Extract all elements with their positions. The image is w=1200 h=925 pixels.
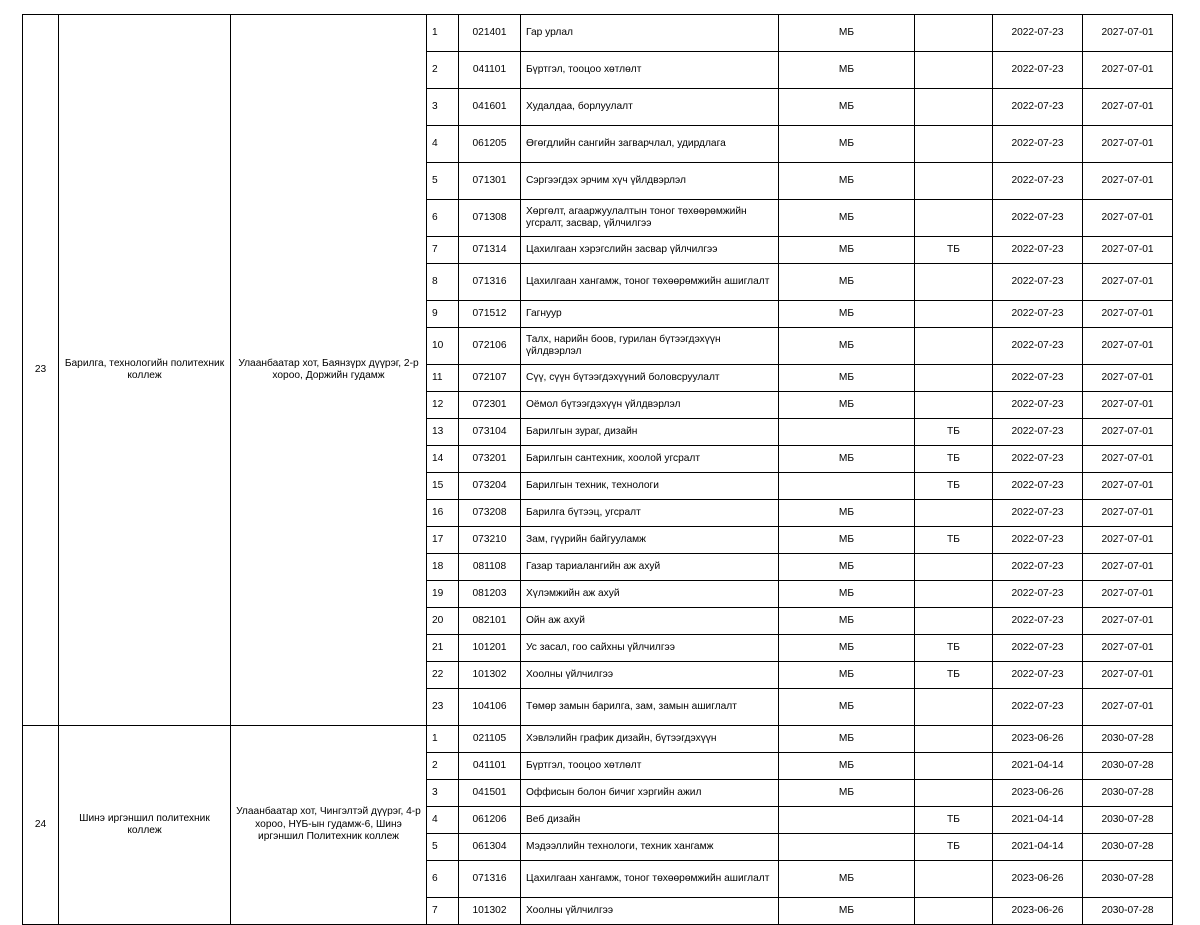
cell-tb-flag — [915, 52, 993, 89]
cell-profession-code: 061206 — [459, 807, 521, 834]
cell-profession-name: Барилгын сантехник, хоолой угсралт — [521, 446, 779, 473]
cell-row-index: 8 — [427, 264, 459, 301]
cell-end-date: 2027-07-01 — [1083, 15, 1173, 52]
cell-start-date: 2022-07-23 — [993, 89, 1083, 126]
cell-profession-name: Веб дизайн — [521, 807, 779, 834]
cell-row-index: 4 — [427, 807, 459, 834]
cell-tb-flag — [915, 328, 993, 365]
cell-mb-flag: МБ — [779, 89, 915, 126]
cell-start-date: 2022-07-23 — [993, 301, 1083, 328]
cell-start-date: 2022-07-23 — [993, 554, 1083, 581]
cell-start-date: 2022-07-23 — [993, 473, 1083, 500]
cell-profession-name: Төмөр замын барилга, зам, замын ашиглалт — [521, 689, 779, 726]
cell-profession-code: 073208 — [459, 500, 521, 527]
cell-profession-name: Хүлэмжийн аж ахуй — [521, 581, 779, 608]
cell-mb-flag: МБ — [779, 392, 915, 419]
cell-tb-flag — [915, 500, 993, 527]
cell-end-date: 2027-07-01 — [1083, 473, 1173, 500]
cell-tb-flag: ТБ — [915, 446, 993, 473]
cell-profession-code: 071316 — [459, 264, 521, 301]
cell-profession-name: Гагнуур — [521, 301, 779, 328]
cell-tb-flag — [915, 15, 993, 52]
cell-mb-flag — [779, 473, 915, 500]
cell-row-index: 17 — [427, 527, 459, 554]
cell-start-date: 2023-06-26 — [993, 898, 1083, 925]
cell-start-date: 2022-07-23 — [993, 52, 1083, 89]
cell-end-date: 2027-07-01 — [1083, 301, 1173, 328]
cell-profession-name: Талх, нарийн боов, гурилан бүтээгдэхүүн үйлдвэрлэл — [521, 328, 779, 365]
cell-profession-code: 072107 — [459, 365, 521, 392]
cell-mb-flag: МБ — [779, 237, 915, 264]
cell-end-date: 2027-07-01 — [1083, 500, 1173, 527]
cell-profession-name: Хоолны үйлчилгээ — [521, 662, 779, 689]
cell-profession-code: 073104 — [459, 419, 521, 446]
cell-mb-flag — [779, 807, 915, 834]
cell-profession-code: 101302 — [459, 898, 521, 925]
cell-profession-code: 061205 — [459, 126, 521, 163]
cell-end-date: 2027-07-01 — [1083, 365, 1173, 392]
cell-profession-name: Худалдаа, борлуулалт — [521, 89, 779, 126]
cell-end-date: 2027-07-01 — [1083, 52, 1173, 89]
cell-profession-name: Оффисын болон бичиг хэргийн ажил — [521, 780, 779, 807]
cell-profession-code: 072301 — [459, 392, 521, 419]
cell-row-index: 11 — [427, 365, 459, 392]
cell-start-date: 2021-04-14 — [993, 753, 1083, 780]
cell-end-date: 2027-07-01 — [1083, 635, 1173, 662]
cell-row-index: 5 — [427, 163, 459, 200]
cell-start-date: 2022-07-23 — [993, 328, 1083, 365]
cell-profession-name: Хоолны үйлчилгээ — [521, 898, 779, 925]
cell-tb-flag: ТБ — [915, 473, 993, 500]
cell-start-date: 2022-07-23 — [993, 126, 1083, 163]
cell-mb-flag: МБ — [779, 662, 915, 689]
cell-mb-flag: МБ — [779, 163, 915, 200]
cell-start-date: 2022-07-23 — [993, 264, 1083, 301]
cell-start-date: 2021-04-14 — [993, 834, 1083, 861]
cell-profession-name: Бүртгэл, тооцоо хөтлөлт — [521, 753, 779, 780]
cell-profession-name: Сүү, сүүн бүтээгдэхүүний боловсруулалт — [521, 365, 779, 392]
cell-row-index: 20 — [427, 608, 459, 635]
cell-profession-name: Ус засал, гоо сайхны үйлчилгээ — [521, 635, 779, 662]
cell-profession-name: Гар урлал — [521, 15, 779, 52]
cell-tb-flag: ТБ — [915, 635, 993, 662]
cell-tb-flag — [915, 89, 993, 126]
cell-tb-flag: ТБ — [915, 419, 993, 446]
cell-profession-code: 041601 — [459, 89, 521, 126]
cell-tb-flag — [915, 898, 993, 925]
cell-profession-code: 073204 — [459, 473, 521, 500]
cell-end-date: 2027-07-01 — [1083, 419, 1173, 446]
cell-row-index: 10 — [427, 328, 459, 365]
cell-profession-code: 041501 — [459, 780, 521, 807]
cell-mb-flag: МБ — [779, 608, 915, 635]
cell-profession-code: 071316 — [459, 861, 521, 898]
cell-mb-flag: МБ — [779, 264, 915, 301]
cell-end-date: 2027-07-01 — [1083, 264, 1173, 301]
table-row — [23, 15, 1173, 52]
cell-profession-code: 082101 — [459, 608, 521, 635]
cell-end-date: 2027-07-01 — [1083, 608, 1173, 635]
cell-tb-flag: ТБ — [915, 237, 993, 264]
cell-profession-code: 101302 — [459, 662, 521, 689]
cell-end-date: 2027-07-01 — [1083, 89, 1173, 126]
cell-tb-flag — [915, 200, 993, 237]
cell-end-date: 2027-07-01 — [1083, 662, 1173, 689]
cell-start-date: 2022-07-23 — [993, 500, 1083, 527]
cell-end-date: 2027-07-01 — [1083, 581, 1173, 608]
cell-profession-name: Бүртгэл, тооцоо хөтлөлт — [521, 52, 779, 89]
cell-tb-flag — [915, 726, 993, 753]
cell-profession-name: Хөргөлт, агааржуулалтын тоног төхөөрөмжийн угсралт, засвар, үйлчилгээ — [521, 200, 779, 237]
cell-profession-name: Цахилгаан хангамж, тоног төхөөрөмжийн ашиглалт — [521, 264, 779, 301]
cell-row-index: 13 — [427, 419, 459, 446]
cell-row-index: 19 — [427, 581, 459, 608]
cell-tb-flag — [915, 264, 993, 301]
cell-profession-code: 071301 — [459, 163, 521, 200]
cell-tb-flag — [915, 581, 993, 608]
cell-start-date: 2022-07-23 — [993, 527, 1083, 554]
cell-end-date: 2030-07-28 — [1083, 726, 1173, 753]
cell-mb-flag: МБ — [779, 780, 915, 807]
cell-mb-flag: МБ — [779, 15, 915, 52]
cell-end-date: 2027-07-01 — [1083, 126, 1173, 163]
cell-end-date: 2030-07-28 — [1083, 807, 1173, 834]
cell-end-date: 2027-07-01 — [1083, 689, 1173, 726]
cell-row-index: 3 — [427, 780, 459, 807]
cell-end-date: 2030-07-28 — [1083, 834, 1173, 861]
cell-end-date: 2027-07-01 — [1083, 554, 1173, 581]
cell-row-index: 21 — [427, 635, 459, 662]
cell-profession-name: Ойн аж ахуй — [521, 608, 779, 635]
cell-tb-flag — [915, 608, 993, 635]
cell-row-index: 1 — [427, 15, 459, 52]
cell-profession-code: 071512 — [459, 301, 521, 328]
cell-start-date: 2022-07-23 — [993, 581, 1083, 608]
cell-tb-flag: ТБ — [915, 527, 993, 554]
cell-profession-code: 073201 — [459, 446, 521, 473]
cell-profession-name: Цахилгаан хангамж, тоног төхөөрөмжийн ашиглалт — [521, 861, 779, 898]
cell-tb-flag: ТБ — [915, 807, 993, 834]
cell-mb-flag — [779, 834, 915, 861]
cell-end-date: 2030-07-28 — [1083, 753, 1173, 780]
cell-profession-name: Сэргээгдэх эрчим хүч үйлдвэрлэл — [521, 163, 779, 200]
cell-row-index: 22 — [427, 662, 459, 689]
cell-row-index: 9 — [427, 301, 459, 328]
cell-mb-flag: МБ — [779, 527, 915, 554]
cell-profession-name: Зам, гүүрийн байгууламж — [521, 527, 779, 554]
cell-end-date: 2027-07-01 — [1083, 527, 1173, 554]
cell-tb-flag — [915, 753, 993, 780]
cell-end-date: 2027-07-01 — [1083, 328, 1173, 365]
cell-organization-name: Барилга, технологийн политехник коллеж — [59, 15, 231, 726]
registry-table-body — [23, 15, 1173, 925]
cell-profession-name: Өгөгдлийн сангийн загварчлал, удирдлага — [521, 126, 779, 163]
cell-profession-code: 072106 — [459, 328, 521, 365]
cell-mb-flag: МБ — [779, 554, 915, 581]
cell-address: Улаанбаатар хот, Баянзүрх дүүрэг, 2-р хороо, Доржийн гудамж — [231, 15, 427, 726]
cell-end-date: 2027-07-01 — [1083, 163, 1173, 200]
cell-start-date: 2022-07-23 — [993, 163, 1083, 200]
cell-group-number: 24 — [23, 726, 59, 925]
cell-profession-name: Барилгын техник, технологи — [521, 473, 779, 500]
cell-tb-flag — [915, 689, 993, 726]
cell-profession-code: 081108 — [459, 554, 521, 581]
cell-start-date: 2022-07-23 — [993, 365, 1083, 392]
cell-start-date: 2023-06-26 — [993, 861, 1083, 898]
cell-profession-code: 073210 — [459, 527, 521, 554]
cell-row-index: 15 — [427, 473, 459, 500]
cell-tb-flag — [915, 861, 993, 898]
cell-mb-flag: МБ — [779, 52, 915, 89]
cell-tb-flag — [915, 780, 993, 807]
cell-end-date: 2027-07-01 — [1083, 237, 1173, 264]
cell-profession-name: Хэвлэлийн график дизайн, бүтээгдэхүүн — [521, 726, 779, 753]
cell-start-date: 2023-06-26 — [993, 726, 1083, 753]
cell-row-index: 4 — [427, 126, 459, 163]
cell-tb-flag — [915, 301, 993, 328]
cell-mb-flag: МБ — [779, 898, 915, 925]
cell-row-index: 2 — [427, 753, 459, 780]
cell-tb-flag — [915, 126, 993, 163]
cell-row-index: 5 — [427, 834, 459, 861]
cell-profession-code: 041101 — [459, 753, 521, 780]
cell-profession-name: Цахилгаан хэрэгслийн засвар үйлчилгээ — [521, 237, 779, 264]
cell-profession-name: Барилгын зураг, дизайн — [521, 419, 779, 446]
cell-tb-flag: ТБ — [915, 662, 993, 689]
cell-row-index: 3 — [427, 89, 459, 126]
cell-tb-flag — [915, 365, 993, 392]
cell-row-index: 6 — [427, 861, 459, 898]
cell-start-date: 2022-07-23 — [993, 419, 1083, 446]
cell-mb-flag: МБ — [779, 126, 915, 163]
cell-mb-flag: МБ — [779, 726, 915, 753]
cell-profession-code: 021401 — [459, 15, 521, 52]
cell-profession-name: Мэдээллийн технологи, техник хангамж — [521, 834, 779, 861]
cell-profession-code: 081203 — [459, 581, 521, 608]
cell-mb-flag: МБ — [779, 200, 915, 237]
cell-row-index: 16 — [427, 500, 459, 527]
cell-end-date: 2027-07-01 — [1083, 392, 1173, 419]
cell-profession-name: Газар тариалангийн аж ахуй — [521, 554, 779, 581]
cell-tb-flag: ТБ — [915, 834, 993, 861]
cell-row-index: 12 — [427, 392, 459, 419]
cell-profession-code: 071314 — [459, 237, 521, 264]
cell-row-index: 14 — [427, 446, 459, 473]
cell-profession-code: 071308 — [459, 200, 521, 237]
cell-start-date: 2022-07-23 — [993, 635, 1083, 662]
cell-address: Улаанбаатар хот, Чингэлтэй дүүрэг, 4-р хороо, НҮБ-ын гудамж-6, Шинэ иргэншил Политехник коллеж — [231, 726, 427, 925]
cell-row-index: 6 — [427, 200, 459, 237]
cell-mb-flag: МБ — [779, 753, 915, 780]
cell-end-date: 2027-07-01 — [1083, 446, 1173, 473]
cell-start-date: 2023-06-26 — [993, 780, 1083, 807]
cell-tb-flag — [915, 163, 993, 200]
table-row — [23, 726, 1173, 753]
cell-tb-flag — [915, 554, 993, 581]
cell-row-index: 23 — [427, 689, 459, 726]
cell-profession-code: 101201 — [459, 635, 521, 662]
cell-profession-name: Барилга бүтээц, угсралт — [521, 500, 779, 527]
cell-start-date: 2021-04-14 — [993, 807, 1083, 834]
cell-end-date: 2030-07-28 — [1083, 780, 1173, 807]
cell-start-date: 2022-07-23 — [993, 237, 1083, 264]
cell-row-index: 2 — [427, 52, 459, 89]
cell-tb-flag — [915, 392, 993, 419]
cell-start-date: 2022-07-23 — [993, 662, 1083, 689]
cell-profession-code: 041101 — [459, 52, 521, 89]
cell-mb-flag: МБ — [779, 581, 915, 608]
cell-mb-flag: МБ — [779, 500, 915, 527]
cell-mb-flag: МБ — [779, 365, 915, 392]
cell-organization-name: Шинэ иргэншил политехник коллеж — [59, 726, 231, 925]
cell-row-index: 1 — [427, 726, 459, 753]
cell-end-date: 2027-07-01 — [1083, 200, 1173, 237]
cell-profession-code: 021105 — [459, 726, 521, 753]
cell-start-date: 2022-07-23 — [993, 608, 1083, 635]
cell-mb-flag: МБ — [779, 328, 915, 365]
cell-profession-name: Оёмол бүтээгдэхүүн үйлдвэрлэл — [521, 392, 779, 419]
cell-profession-code: 104106 — [459, 689, 521, 726]
cell-mb-flag: МБ — [779, 635, 915, 662]
cell-row-index: 7 — [427, 898, 459, 925]
cell-group-number: 23 — [23, 15, 59, 726]
cell-mb-flag: МБ — [779, 861, 915, 898]
cell-mb-flag: МБ — [779, 446, 915, 473]
cell-end-date: 2030-07-28 — [1083, 861, 1173, 898]
cell-mb-flag — [779, 419, 915, 446]
cell-start-date: 2022-07-23 — [993, 15, 1083, 52]
cell-profession-code: 061304 — [459, 834, 521, 861]
cell-start-date: 2022-07-23 — [993, 446, 1083, 473]
cell-start-date: 2022-07-23 — [993, 200, 1083, 237]
cell-start-date: 2022-07-23 — [993, 689, 1083, 726]
cell-end-date: 2030-07-28 — [1083, 898, 1173, 925]
cell-start-date: 2022-07-23 — [993, 392, 1083, 419]
cell-mb-flag: МБ — [779, 301, 915, 328]
cell-row-index: 7 — [427, 237, 459, 264]
cell-mb-flag: МБ — [779, 689, 915, 726]
registry-table — [22, 14, 1173, 925]
cell-row-index: 18 — [427, 554, 459, 581]
